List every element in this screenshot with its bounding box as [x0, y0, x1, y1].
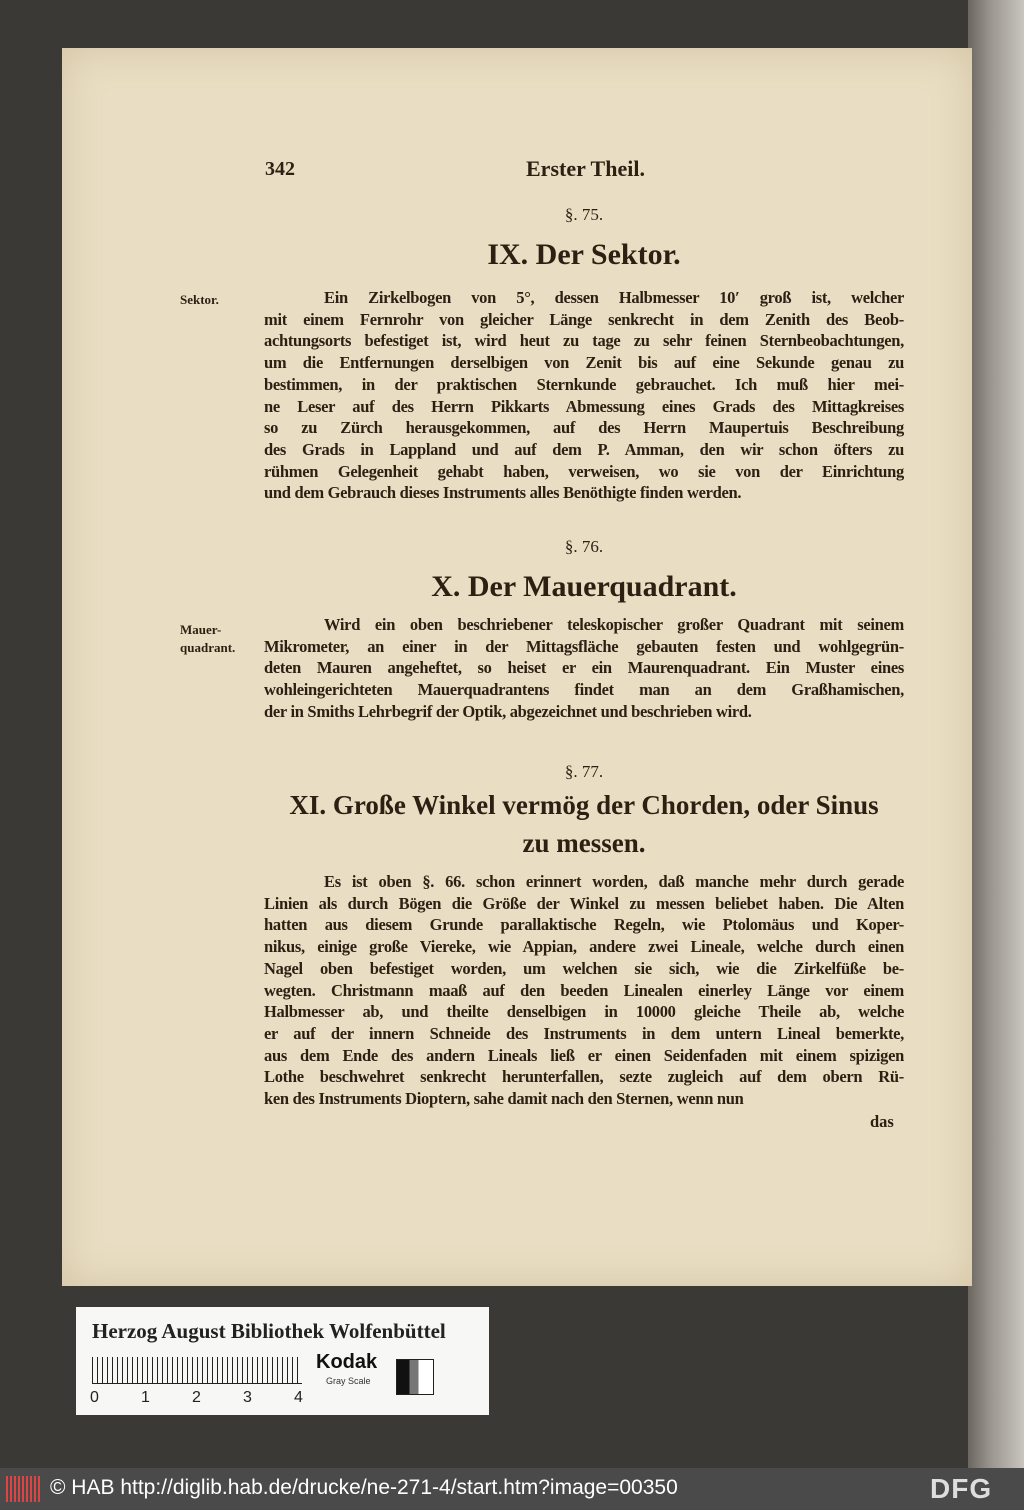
text-line: wegten. Christmann maaß auf den beeden Linealen einerley Länge vor einem — [264, 980, 904, 1000]
section-title-sektor: IX. Der Sektor. — [487, 238, 681, 271]
scale-number: 1 — [141, 1389, 150, 1406]
text-line: deten Mauren angeheftet, so heiset er ein Maurenquadrant. Ein Muster eines — [264, 658, 904, 678]
catchword: das — [870, 1112, 894, 1131]
text-line: um die Entfernungen derselbigen von Zenit bis auf eine Sekunde genau zu — [264, 353, 904, 373]
hab-logo-icon — [6, 1476, 42, 1502]
paragraph-mark-77: §. 77. — [564, 762, 604, 781]
text-line: ne Leser auf des Herrn Pikkarts Abmessung eines Grads des Mittagkreises — [264, 396, 904, 416]
text-line: Linien als durch Bögen die Größe der Winkel zu messen beliebet haben. Die Alten — [264, 893, 904, 913]
copyright-url[interactable]: © HAB http://diglib.hab.de/drucke/ne-271-4/start.htm?image=00350 — [50, 1476, 678, 1499]
dfg-logo: DFG — [930, 1473, 993, 1504]
margin-note: quadrant. — [180, 640, 236, 655]
scale-number: 3 — [243, 1389, 252, 1406]
scan-background-edge — [968, 0, 1024, 1468]
text-line: Lothe beschwehret senkrecht herunterfallen, sezte zugleich auf dem obern Rü- — [264, 1067, 904, 1087]
margin-note: Sektor. — [180, 292, 219, 307]
text-line: der in Smiths Lehrbegrif der Optik, abgezeichnet und beschrieben wird. — [264, 701, 752, 721]
text-line: hatten aus diesem Grunde parallaktische Regeln, wie Ptolomäus und Koper- — [264, 915, 904, 935]
kodak-subtitle: Gray Scale — [326, 1376, 371, 1386]
text-line: rühmen Gelegenheit gehabt haben, verweisen, wo sie von der Einrichtung — [264, 461, 904, 481]
text-line: Ein Zirkelbogen von 5°, dessen Halbmesser 10′ groß ist, welcher — [324, 288, 904, 307]
text-line: aus dem Ende des andern Lineals ließ er einen Seidenfaden mit einem spizigen — [264, 1045, 904, 1065]
text-line: Halbmesser ab, und theilte denselbigen in 10000 gleiche Theile ab, welche — [264, 1002, 904, 1022]
paragraph-mark-75: §. 75. — [564, 205, 604, 224]
margin-note: Mauer- — [180, 622, 222, 637]
section-title-mauerquadrant: X. Der Mauerquadrant. — [431, 570, 737, 603]
text-line: ken des Instruments Dioptern, sahe damit nach den Sternen, wenn nun — [264, 1089, 744, 1108]
scale-number: 0 — [90, 1389, 99, 1406]
library-name: Herzog August Bibliothek Wolfenbüttel — [92, 1319, 446, 1343]
text-line: und dem Gebrauch dieses Instruments alles Benöthigte finden werden. — [264, 483, 742, 503]
library-color-card — [76, 1307, 489, 1415]
scale-number: 2 — [192, 1389, 201, 1406]
running-title: Erster Theil. — [526, 156, 645, 181]
text-line: bestimmen, in der praktischen Sternkunde gebrauchet. Ich muß hier mei- — [264, 374, 904, 394]
text-line: wohleingerichteten Mauerquadrantens findet man an dem Graßhamischen, — [264, 680, 904, 700]
text-line: mit einem Fernrohr von gleicher Länge senkrecht in dem Zenith des Beob- — [264, 309, 904, 329]
text-line: er auf der innern Schneide des Instruments in dem untern Lineal bemerkte, — [264, 1023, 904, 1043]
paragraph-mark-76: §. 76. — [564, 537, 604, 556]
text-line: des Grads in Lappland und auf dem P. Amman, den wir schon öfters zu — [264, 439, 904, 459]
text-line: achtungsorts befestiget ist, wird heut zu tage zu sehr feinen Sternbeobachtungen, — [264, 331, 904, 351]
page-number: 342 — [265, 158, 295, 180]
text-line: nikus, einige große Viereke, wie Appian, andere zwei Lineale, welche durch einen — [264, 937, 904, 957]
text-line: Wird ein oben beschriebener teleskopischer großer Quadrant mit seinem — [324, 615, 904, 634]
gray-scale-patch — [396, 1359, 434, 1395]
text-line: so zu Zürch herausgekommen, auf des Herrn Maupertuis Beschreibung — [264, 418, 904, 438]
text-line: Mikrometer, an einer in der Mittagsfläche gebauten festen und wohlgegrün- — [264, 636, 904, 656]
section-title-winkel: XI. Große Winkel vermög der Chorden, oder Sinus — [289, 790, 879, 820]
kodak-brand: Kodak — [316, 1351, 378, 1373]
footer-bar — [0, 1468, 1024, 1510]
ruler-scale — [92, 1357, 302, 1384]
text-line: Nagel oben befestiget worden, um welchen sie sich, wie die Zirkelfüße be- — [264, 958, 904, 978]
section-title-winkel-line2: zu messen. — [522, 828, 646, 858]
text-line: Es ist oben §. 66. schon erinnert worden, daß manche mehr durch gerade — [324, 872, 904, 891]
scale-number: 4 — [294, 1389, 303, 1406]
